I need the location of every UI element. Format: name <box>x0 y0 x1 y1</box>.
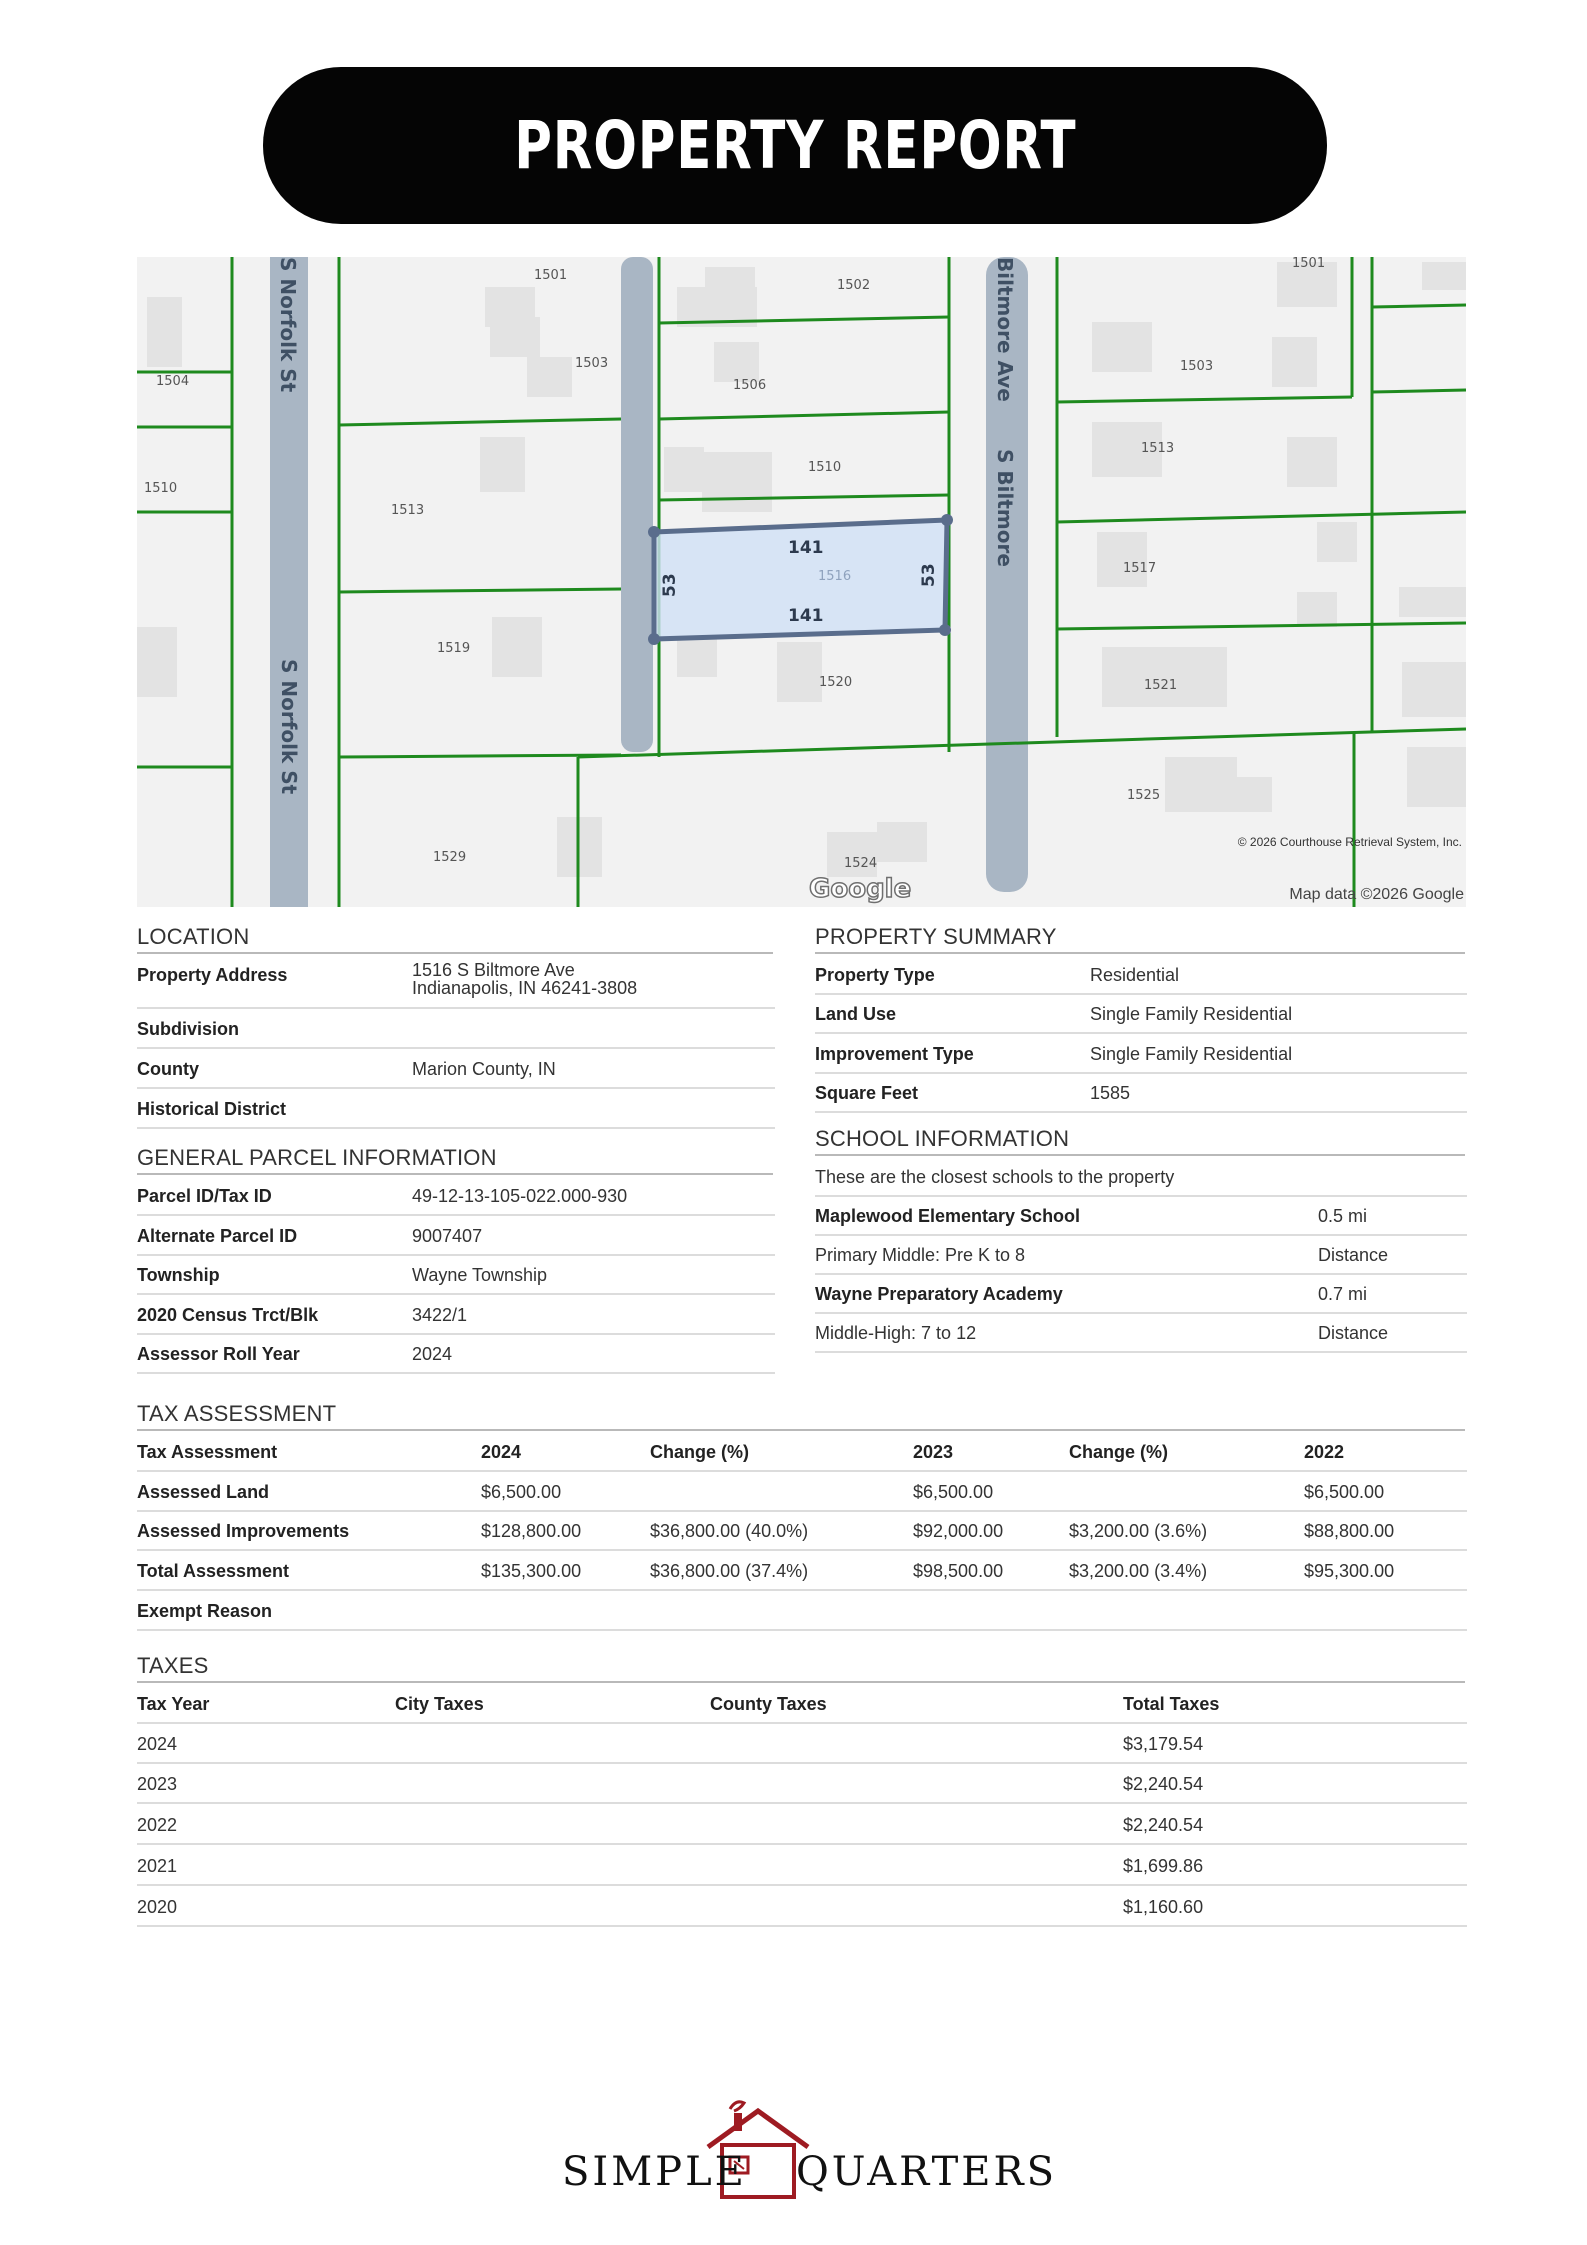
summary-row <box>815 955 1467 995</box>
school-row <box>815 1235 1467 1275</box>
roll-year-label: Assessor Roll Year <box>137 1344 300 1364</box>
assessment-cell: $3,200.00 (3.6%) <box>1069 1521 1208 1541</box>
location-row <box>137 1049 775 1089</box>
school-row <box>815 1313 1467 1353</box>
tax-year: 2024 <box>137 1734 178 1754</box>
assessment-cell: Exempt Reason <box>137 1601 273 1621</box>
parcel-map-canvas <box>137 257 1466 907</box>
street-label-norfolk-top: S Norfolk St <box>276 257 300 393</box>
taxes-header: County Taxes <box>710 1694 827 1714</box>
lot-dim-right: 53 <box>919 563 939 587</box>
assessment-cell: $36,800.00 (40.0%) <box>650 1521 809 1541</box>
svg-text:1513: 1513 <box>1141 441 1175 456</box>
svg-text:1510: 1510 <box>144 481 178 496</box>
assessment-cell: $6,500.00 <box>913 1482 994 1502</box>
school-intro-row <box>815 1157 1467 1197</box>
parcel-row <box>137 1176 775 1216</box>
svg-text:1513: 1513 <box>391 503 425 518</box>
simple-quarters-logo <box>558 2085 1057 2205</box>
total-taxes: $1,699.86 <box>1123 1856 1204 1876</box>
assessment-cell: $95,300.00 <box>1304 1561 1395 1581</box>
school-distance: 0.7 mi <box>1318 1284 1368 1304</box>
tax-year: 2023 <box>137 1774 178 1794</box>
improvement-type-value: Single Family Residential <box>1090 1044 1293 1064</box>
property-address-line2: Indianapolis, IN 46241-3808 <box>412 978 638 998</box>
county-value: Marion County, IN <box>412 1059 556 1079</box>
svg-text:1521: 1521 <box>1144 678 1178 693</box>
summary-row <box>815 994 1467 1034</box>
street-label-biltmore-mid: S Biltmore <box>993 449 1017 567</box>
tax-year: 2021 <box>137 1856 178 1876</box>
school-name: Wayne Preparatory Academy <box>815 1284 1063 1304</box>
school-distance: 0.5 mi <box>1318 1206 1368 1226</box>
assessment-cell: $6,500.00 <box>1304 1482 1385 1502</box>
census-value: 3422/1 <box>412 1305 468 1325</box>
subdivision-label: Subdivision <box>137 1019 240 1039</box>
tax-year: 2020 <box>137 1897 178 1917</box>
county-label: County <box>137 1059 199 1079</box>
svg-text:1501: 1501 <box>534 268 568 283</box>
assessment-row <box>137 1591 1467 1631</box>
assessment-cell: Assessed Improvements <box>137 1521 350 1541</box>
assessment-cell: $128,800.00 <box>481 1521 582 1541</box>
location-row <box>137 955 775 1009</box>
historical-district-label: Historical District <box>137 1099 287 1119</box>
logo-text-right: QUARTERS <box>796 2149 1057 2195</box>
school-distance-label: Distance <box>1318 1245 1389 1265</box>
school-info-title: SCHOOL INFORMATION <box>815 1126 1465 1156</box>
township-label: Township <box>137 1265 220 1285</box>
lot-dim-left: 53 <box>660 573 680 597</box>
location-row <box>137 1009 775 1049</box>
svg-text:1503: 1503 <box>1180 359 1214 374</box>
township-value: Wayne Township <box>412 1265 548 1285</box>
parcel-row <box>137 1334 775 1374</box>
square-feet-label: Square Feet <box>815 1083 919 1103</box>
assessment-header-row <box>137 1432 1467 1472</box>
roll-year-value: 2024 <box>412 1344 453 1364</box>
assessment-header: 2022 <box>1304 1442 1345 1462</box>
total-taxes: $2,240.54 <box>1123 1815 1204 1835</box>
parcel-map[interactable] <box>137 257 1466 907</box>
school-distance-label: Distance <box>1318 1323 1389 1343</box>
school-row <box>815 1274 1467 1314</box>
parcel-id-label: Parcel ID/Tax ID <box>137 1186 272 1206</box>
parcel-row <box>137 1295 775 1335</box>
street-label-norfolk-bottom: S Norfolk St <box>277 659 301 795</box>
map-copyright: © 2026 Courthouse Retrieval System, Inc. <box>1237 835 1462 849</box>
summary-row <box>815 1073 1467 1113</box>
taxes-header: Tax Year <box>137 1694 210 1714</box>
svg-text:1510: 1510 <box>808 460 842 475</box>
assessment-cell: $98,500.00 <box>913 1561 1004 1581</box>
general-parcel-title: GENERAL PARCEL INFORMATION <box>137 1145 773 1175</box>
assessment-header: 2023 <box>913 1442 954 1462</box>
school-grades: Primary Middle: Pre K to 8 <box>815 1245 1026 1265</box>
census-label: 2020 Census Trct/Blk <box>137 1305 319 1325</box>
parcel-row <box>137 1255 775 1295</box>
assessment-cell: $6,500.00 <box>481 1482 562 1502</box>
svg-text:1506: 1506 <box>733 378 767 393</box>
taxes-row <box>137 1846 1467 1886</box>
taxes-row <box>137 1724 1467 1764</box>
taxes-header: City Taxes <box>395 1694 484 1714</box>
property-summary-title: PROPERTY SUMMARY <box>815 924 1465 954</box>
google-logo: Google <box>809 874 912 904</box>
street-label-biltmore-top: Biltmore Ave <box>993 257 1017 402</box>
assessment-cell: Assessed Land <box>137 1482 270 1502</box>
svg-text:1524: 1524 <box>844 856 878 871</box>
taxes-header: Total Taxes <box>1123 1694 1220 1714</box>
map-data-credit: Map data ©2026 Google <box>1289 886 1464 903</box>
assessment-row <box>137 1511 1467 1551</box>
total-taxes: $1,160.60 <box>1123 1897 1204 1917</box>
assessment-cell: $135,300.00 <box>481 1561 582 1581</box>
svg-text:1520: 1520 <box>819 675 853 690</box>
summary-row <box>815 1034 1467 1074</box>
property-address-label: Property Address <box>137 965 288 985</box>
svg-text:1502: 1502 <box>837 278 871 293</box>
assessment-cell: $92,000.00 <box>913 1521 1004 1541</box>
taxes-row <box>137 1805 1467 1845</box>
location-row <box>137 1089 775 1129</box>
taxes-title: TAXES <box>137 1653 1465 1683</box>
assessment-row <box>137 1472 1467 1512</box>
land-use-label: Land Use <box>815 1004 897 1024</box>
property-type-label: Property Type <box>815 965 935 985</box>
svg-text:1501: 1501 <box>1292 257 1326 271</box>
tax-assessment-title: TAX ASSESSMENT <box>137 1401 1465 1431</box>
improvement-type-label: Improvement Type <box>815 1044 974 1064</box>
alternate-parcel-value: 9007407 <box>412 1226 483 1246</box>
svg-text:1525: 1525 <box>1127 788 1161 803</box>
parcel-id-value: 49-12-13-105-022.000-930 <box>412 1186 628 1206</box>
subject-lot-number: 1516 <box>818 569 852 584</box>
total-taxes: $2,240.54 <box>1123 1774 1204 1794</box>
school-grades: Middle-High: 7 to 12 <box>815 1323 977 1343</box>
taxes-header-row <box>137 1684 1467 1724</box>
svg-text:1529: 1529 <box>433 850 467 865</box>
school-name: Maplewood Elementary School <box>815 1206 1081 1226</box>
svg-text:1517: 1517 <box>1123 561 1157 576</box>
svg-text:1504: 1504 <box>156 374 190 389</box>
tax-year: 2022 <box>137 1815 178 1835</box>
lot-dim-top: 141 <box>788 538 824 558</box>
property-type-value: Residential <box>1090 965 1180 985</box>
assessment-cell: $88,800.00 <box>1304 1521 1395 1541</box>
total-taxes: $3,179.54 <box>1123 1734 1204 1754</box>
alternate-parcel-label: Alternate Parcel ID <box>137 1226 298 1246</box>
report-banner <box>263 67 1327 224</box>
parcel-row <box>137 1216 775 1256</box>
land-use-value: Single Family Residential <box>1090 1004 1293 1024</box>
svg-text:1503: 1503 <box>575 356 609 371</box>
assessment-header: Change (%) <box>650 1442 749 1462</box>
taxes-row <box>137 1764 1467 1804</box>
location-title: LOCATION <box>137 924 773 954</box>
school-row <box>815 1196 1467 1236</box>
assessment-row <box>137 1551 1467 1591</box>
lot-dim-bottom: 141 <box>788 606 824 626</box>
taxes-row <box>137 1887 1467 1927</box>
assessment-header: Tax Assessment <box>137 1442 278 1462</box>
assessment-cell: $36,800.00 (37.4%) <box>650 1561 809 1581</box>
assessment-cell: $3,200.00 (3.4%) <box>1069 1561 1208 1581</box>
assessment-header: 2024 <box>481 1442 522 1462</box>
assessment-header: Change (%) <box>1069 1442 1168 1462</box>
logo-text-left: SIMPLE <box>562 2149 747 2195</box>
svg-text:1519: 1519 <box>437 641 471 656</box>
assessment-cell: Total Assessment <box>137 1561 290 1581</box>
report-title: PROPERTY REPORT <box>513 107 1077 184</box>
school-intro: These are the closest schools to the property <box>815 1167 1175 1187</box>
square-feet-value: 1585 <box>1090 1083 1131 1103</box>
property-address-line1: 1516 S Biltmore Ave <box>412 960 575 980</box>
